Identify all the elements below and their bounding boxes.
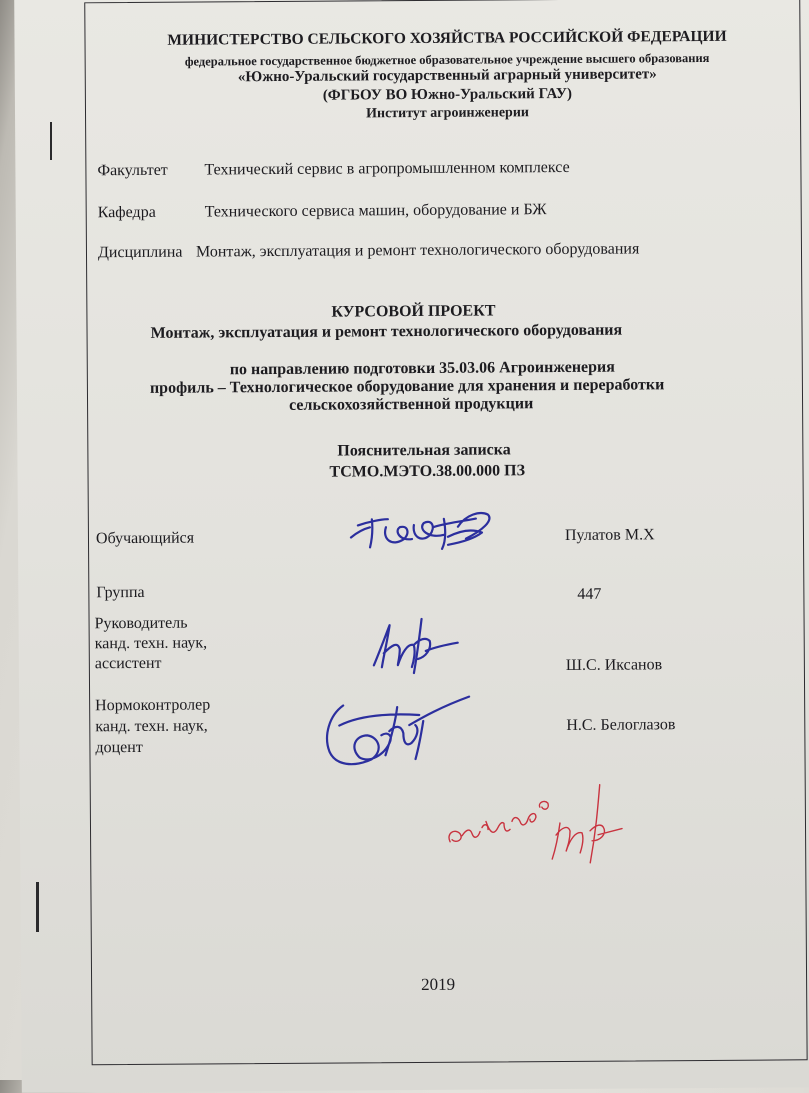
university-short-name: (ФГБОУ ВО Южно-Уральский ГАУ) [322, 85, 573, 104]
institute-name: Институт агроинженерии [366, 105, 529, 122]
document-year: 2019 [421, 974, 456, 994]
normcontrol-signature [319, 685, 480, 781]
ministry-title: МИНИСТЕРСТВО СЕЛЬСКОГО ХОЗЯЙСТВА РОССИЙСКОЙ ФЕДЕРАЦИИ [167, 27, 727, 49]
student-name: Пулатов М.Х [564, 526, 655, 544]
normcontrol-name: Н.С. Белоглазов [566, 716, 676, 734]
department-label: Кафедра [97, 203, 156, 222]
document-page [14, 0, 809, 1093]
university-name: «Южно-Уральский государственный аграрный университет» [237, 66, 657, 86]
supervisor-signature [364, 615, 464, 676]
supervisor-degree: канд. техн. наук, [94, 634, 208, 653]
project-subject: Монтаж, эксплуатация и ремонт технологического оборудования [150, 321, 623, 342]
project-profile-line2: сельскохозяйственной продукции [288, 395, 534, 414]
supervisor-name: Ш.С. Иксанов [565, 656, 663, 674]
student-signature [348, 504, 508, 555]
supervisor-role: Руководитель [94, 614, 188, 633]
binding-hole-top [50, 122, 52, 160]
binding-hole-bottom [36, 882, 39, 932]
supervisor-label [95, 613, 208, 674]
document-type: Пояснительная записка [337, 441, 511, 460]
group-value: 447 [577, 585, 602, 603]
project-direction: по направлению подготовки 35.03.06 Агроинженерия [229, 358, 615, 379]
faculty-label: Факультет [97, 161, 168, 180]
discipline-label: Дисциплина [97, 243, 183, 262]
normcontrol-label [95, 694, 210, 758]
normcontrol-role: Нормоконтролер [95, 696, 211, 715]
student-label: Обучающийся [95, 529, 195, 548]
normcontrol-degree: канд. техн. наук, [95, 717, 208, 736]
normcontrol-position: доцент [95, 738, 143, 757]
supervisor-position: ассистент [94, 654, 162, 673]
grade-note [440, 777, 631, 868]
department-value: Технического сервиса машин, оборудование и БЖ [204, 201, 547, 221]
discipline-value: Монтаж, эксплуатация и ремонт технологического оборудования [195, 240, 640, 261]
project-type: КУРСОВОЙ ПРОЕКТ [331, 302, 496, 321]
faculty-value: Технический сервис в агропромышленном комплексе [204, 158, 570, 179]
project-profile-line1: профиль – Технологическое оборудование для хранения и переработки [149, 376, 665, 397]
institution-type: федеральное государственное бюджетное образовательное учреждение высшего образования [184, 50, 710, 69]
document-code: ТСМО.МЭТО.38.00.000 ПЗ [329, 462, 526, 481]
group-label: Группа [96, 583, 145, 602]
